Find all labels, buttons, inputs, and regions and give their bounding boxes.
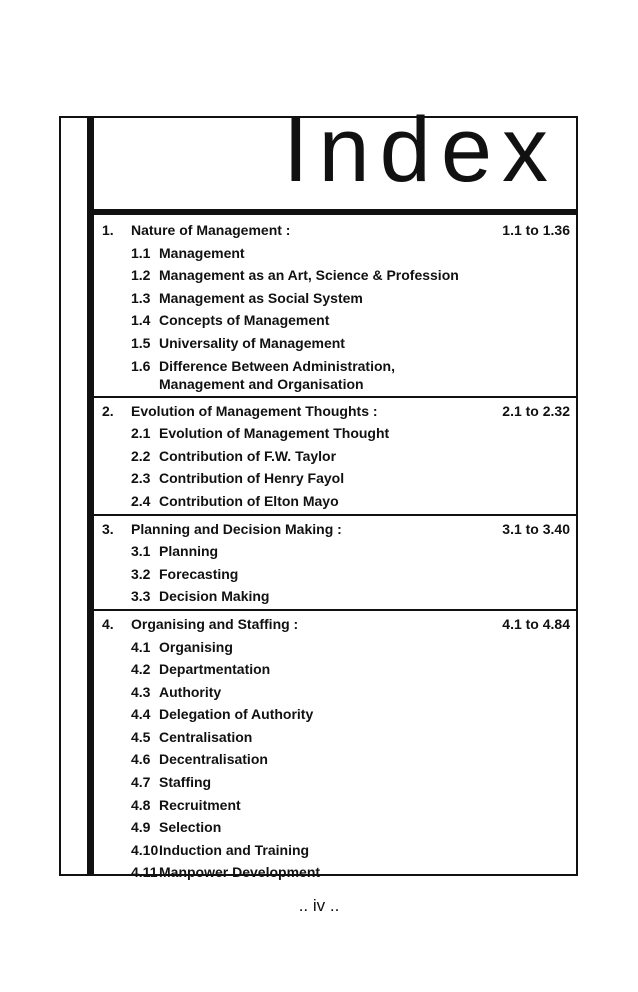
toc-entry[interactable] xyxy=(94,355,578,395)
chapter-heading[interactable] xyxy=(94,613,578,636)
entry-number: 4.11 xyxy=(131,864,158,881)
toc-entry[interactable] xyxy=(94,540,578,563)
toc-entry[interactable] xyxy=(94,839,578,862)
toc-entry[interactable] xyxy=(94,703,578,726)
entry-title: Staffing xyxy=(159,774,212,791)
entry-number: 4.5 xyxy=(131,728,151,745)
toc-entry[interactable] xyxy=(94,658,578,681)
chapter-number: 3. xyxy=(102,520,114,537)
toc-entry[interactable] xyxy=(94,585,578,608)
entry-title: Delegation of Authority xyxy=(159,706,314,723)
entry-title: Organising xyxy=(159,638,233,655)
page-range: 2.1 to 2.32 xyxy=(502,402,570,419)
chapter-title: Organising and Staffing : xyxy=(131,615,299,632)
entry-number: 4.9 xyxy=(131,819,151,836)
toc-entry[interactable] xyxy=(94,287,578,310)
entry-title: Planning xyxy=(159,543,219,560)
chapter-heading[interactable] xyxy=(94,219,578,242)
entry-number: 3.3 xyxy=(131,588,151,605)
chapter-title: Planning and Decision Making : xyxy=(131,520,342,537)
entry-title: Contribution of F.W. Taylor xyxy=(159,447,337,464)
entry-title: Evolution of Management Thought xyxy=(159,425,390,442)
entry-title: Selection xyxy=(159,819,222,836)
entry-title: Management as Social System xyxy=(159,289,363,306)
entry-title-continued: Management and Organisation xyxy=(159,375,364,392)
toc-section xyxy=(94,611,578,885)
entry-number: 4.4 xyxy=(131,706,151,723)
entry-number: 1.4 xyxy=(131,312,151,329)
entry-title: Contribution of Elton Mayo xyxy=(159,492,339,509)
entry-number: 3.1 xyxy=(131,543,151,560)
toc-entry[interactable] xyxy=(94,636,578,659)
entry-title: Centralisation xyxy=(159,728,253,745)
page-number: .. iv .. xyxy=(298,896,340,915)
table-of-contents xyxy=(94,217,578,885)
toc-entry[interactable] xyxy=(94,563,578,586)
entry-number: 4.6 xyxy=(131,751,151,768)
entry-title: Authority xyxy=(159,683,222,700)
entry-title: Forecasting xyxy=(159,565,239,582)
toc-section xyxy=(94,398,578,516)
toc-entry[interactable] xyxy=(94,445,578,468)
toc-entry[interactable] xyxy=(94,332,578,355)
toc-entry[interactable] xyxy=(94,748,578,771)
chapter-heading[interactable] xyxy=(94,400,578,423)
toc-entry[interactable] xyxy=(94,726,578,749)
entry-title: Contribution of Henry Fayol xyxy=(159,470,345,487)
toc-entry[interactable] xyxy=(94,861,578,884)
entry-number: 4.3 xyxy=(131,683,151,700)
entry-number: 1.6 xyxy=(131,357,151,374)
entry-title: Difference Between Administration, xyxy=(159,357,395,374)
entry-number: 4.8 xyxy=(131,796,151,813)
entry-number: 4.2 xyxy=(131,661,151,678)
toc-entry[interactable] xyxy=(94,816,578,839)
entry-number: 3.2 xyxy=(131,565,151,582)
page-range: 4.1 to 4.84 xyxy=(502,615,570,632)
entry-number: 2.4 xyxy=(131,492,151,509)
entry-number: 1.3 xyxy=(131,289,151,306)
chapter-heading[interactable] xyxy=(94,518,578,541)
toc-entry[interactable] xyxy=(94,794,578,817)
chapter-title: Evolution of Management Thoughts : xyxy=(131,402,378,419)
entry-title: Departmentation xyxy=(159,661,271,678)
entry-number: 2.1 xyxy=(131,425,151,442)
chapter-number: 2. xyxy=(102,402,114,419)
chapter-title: Nature of Management : xyxy=(131,222,291,238)
entry-title: Decentralisation xyxy=(159,751,268,768)
toc-entry[interactable] xyxy=(94,309,578,332)
entry-number: 4.1 xyxy=(131,638,151,655)
entry-title: Concepts of Management xyxy=(159,312,330,329)
entry-number: 4.7 xyxy=(131,774,151,791)
entry-title: Recruitment xyxy=(159,796,241,813)
entry-number: 2.3 xyxy=(131,470,151,487)
page-range: 3.1 to 3.40 xyxy=(502,520,570,537)
chapter-number: 1. xyxy=(102,222,114,238)
entry-title: Manpower Development xyxy=(159,864,321,881)
entry-number: 4.10 xyxy=(131,841,159,858)
toc-entry[interactable] xyxy=(94,422,578,445)
entry-number: 1.5 xyxy=(131,334,151,351)
toc-entry[interactable] xyxy=(94,681,578,704)
entry-number: 1.2 xyxy=(131,267,151,284)
entry-title: Universality of Management xyxy=(159,334,345,351)
toc-section xyxy=(94,217,578,398)
title-rule xyxy=(87,209,578,215)
entry-title: Management xyxy=(159,244,245,261)
page-title: Index xyxy=(282,99,558,201)
entry-number: 2.2 xyxy=(131,447,151,464)
toc-entry[interactable] xyxy=(94,771,578,794)
left-spine-bar xyxy=(87,116,94,876)
toc-entry[interactable] xyxy=(94,242,578,265)
toc-entry[interactable] xyxy=(94,264,578,287)
entry-title: Management as an Art, Science & Profession xyxy=(159,267,459,284)
toc-section xyxy=(94,516,578,611)
page-range: 1.1 to 1.36 xyxy=(502,222,570,238)
toc-entry[interactable] xyxy=(94,490,578,513)
entry-title: Induction and Training xyxy=(159,841,310,858)
entry-number: 1.1 xyxy=(131,244,151,261)
entry-title: Decision Making xyxy=(159,588,270,605)
chapter-number: 4. xyxy=(102,615,114,632)
toc-entry[interactable] xyxy=(94,467,578,490)
